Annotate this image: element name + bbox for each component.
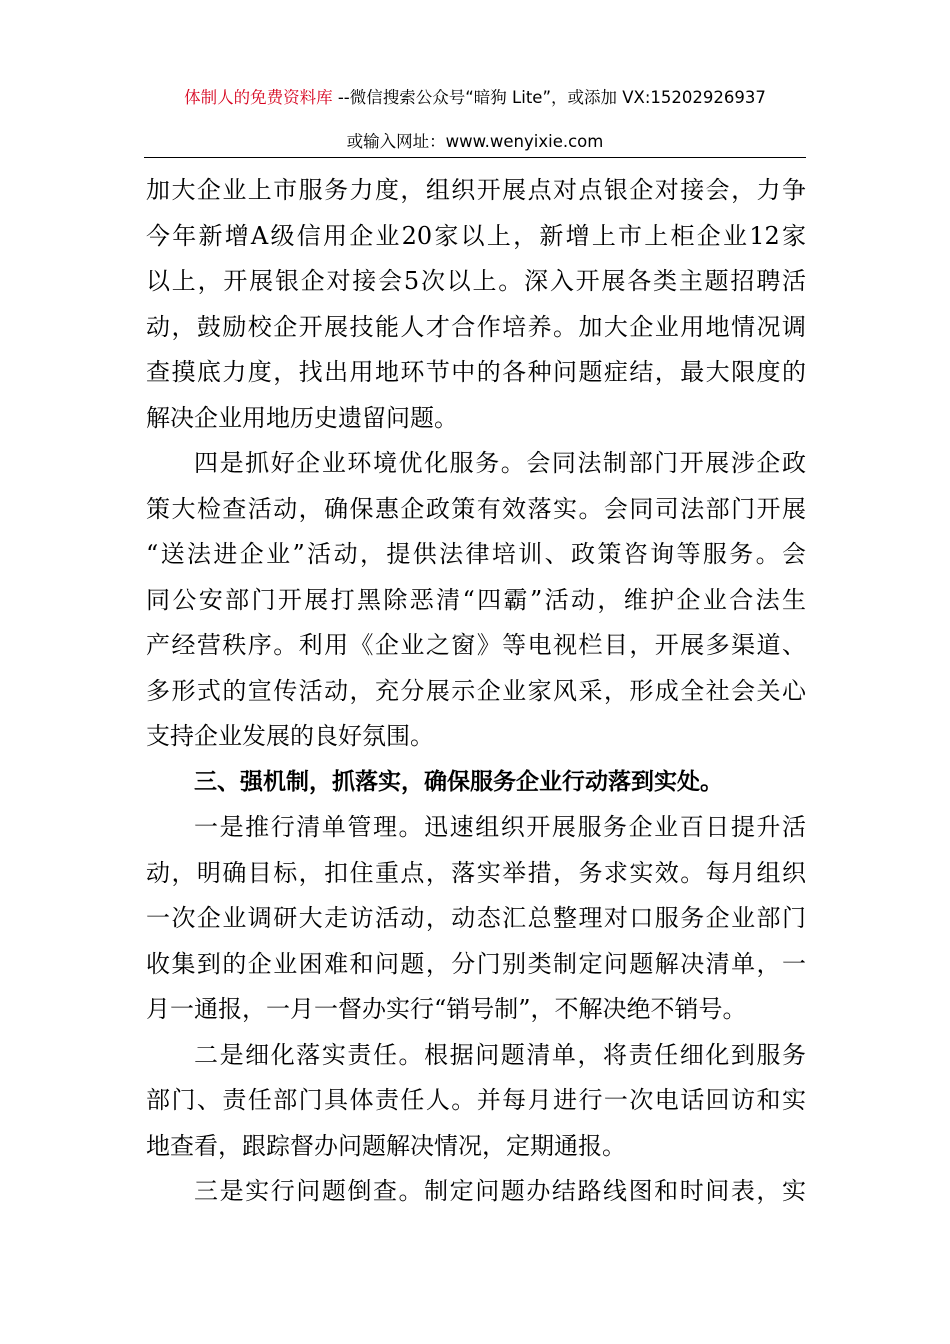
text-line: 三是实行问题倒查。制定问题办结路线图和时间表，实 <box>194 1177 806 1205</box>
header-url-line: 或输入网址：www.wenyixie.com <box>346 132 604 151</box>
text-line: 月一通报，一月一督办实行“销号制”，不解决绝不销号。 <box>146 995 747 1023</box>
text-line: 一是推行清单管理。迅速组织开展服务企业百日提升活 <box>194 813 806 841</box>
text-line: 支持企业发展的良好氛围。 <box>146 722 434 750</box>
text-line: 一次企业调研大走访活动，动态汇总整理对口服务企业部门 <box>146 904 806 932</box>
text-line: 产经营秩序。利用《企业之窗》等电视栏目，开展多渠道、 <box>146 631 806 659</box>
text-line: 动，鼓励校企开展技能人才合作培养。加大企业用地情况调 <box>146 312 806 341</box>
text-line: 同公安部门开展打黑除恶清“四霸”活动，维护企业合法生 <box>146 585 806 614</box>
document-body <box>146 168 806 1215</box>
text-line: 策大检查活动，确保惠企政策有效落实。会同司法部门开展 <box>146 494 806 523</box>
section-heading: 三、强机制，抓落实，确保服务企业行动落到实处。 <box>194 768 723 795</box>
header-contact: --微信搜索公众号“暗狗 Lite”，或添加 VX:15202926937 <box>332 88 766 107</box>
header-divider <box>144 157 806 158</box>
text-line: 动，明确目标，扣住重点，落实举措，务求实效。每月组织 <box>146 858 806 887</box>
text-line: “送法进企业”活动，提供法律培训、政策咨询等服务。会 <box>146 540 806 568</box>
text-line: 收集到的企业困难和问题，分门别类制定问题解决清单，一 <box>146 949 806 978</box>
header-promo-line <box>0 86 950 110</box>
text-line: 二是细化落实责任。根据问题清单，将责任细化到服务 <box>194 1040 806 1069</box>
text-line: 查摸底力度，找出用地环节中的各种问题症结，最大限度的 <box>146 358 806 386</box>
header-brand: 体制人的免费资料库 <box>184 88 333 107</box>
text-line: 今年新增A级信用企业20家以上，新增上市上柜企业12家 <box>146 221 806 250</box>
text-line: 加大企业上市服务力度，组织开展点对点银企对接会，力争 <box>146 176 806 204</box>
text-line: 以上，开展银企对接会5次以上。深入开展各类主题招聘活 <box>146 267 806 295</box>
text-line: 多形式的宣传活动，充分展示企业家风采，形成全社会关心 <box>146 676 806 705</box>
text-line: 四是抓好企业环境优化服务。会同法制部门开展涉企政 <box>194 449 806 477</box>
text-line: 地查看，跟踪督办问题解决情况，定期通报。 <box>146 1131 626 1160</box>
text-line: 解决企业用地历史遗留问题。 <box>146 403 458 432</box>
text-line: 部门、责任部门具体责任人。并每月进行一次电话回访和实 <box>146 1086 806 1114</box>
